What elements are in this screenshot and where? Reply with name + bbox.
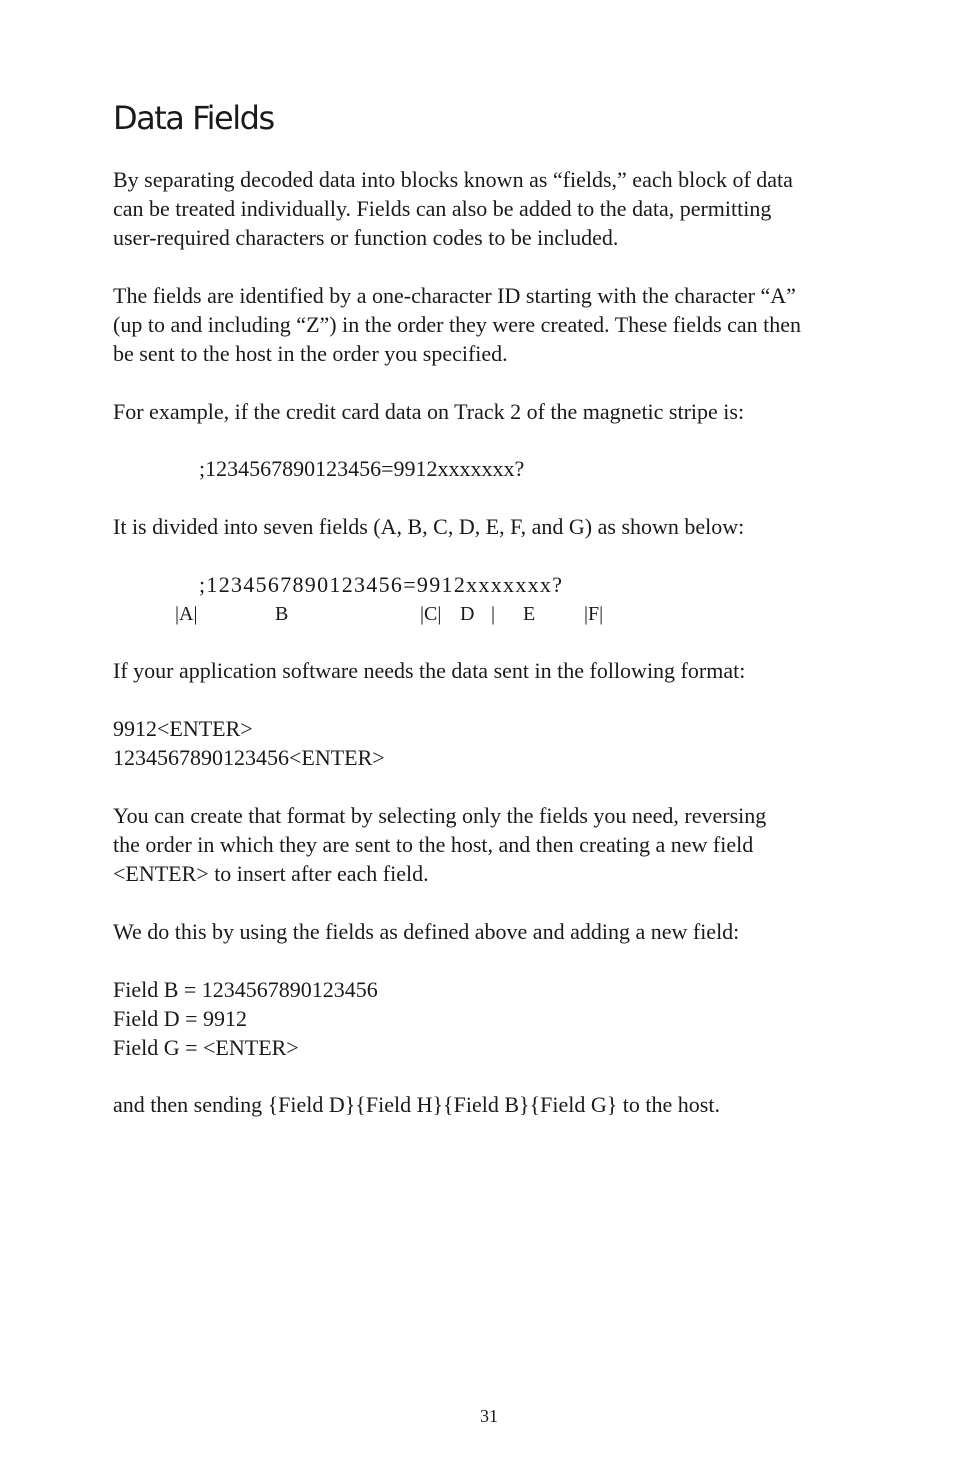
- text-line: the order in which they are sent to the host, and then creating a new field: [113, 832, 754, 857]
- format-line: 1234567890123456<ENTER>: [113, 745, 385, 770]
- field-marker-a: |A|: [175, 603, 198, 625]
- text-line: be sent to the host in the order you specified.: [113, 341, 508, 366]
- text-line: By separating decoded data into blocks known as “fields,” each block of data: [113, 167, 793, 192]
- page-number: 31: [480, 1406, 498, 1426]
- field-definition: Field B = 1234567890123456: [113, 977, 378, 1002]
- text-line: The fields are identified by a one-character ID starting with the character “A”: [113, 283, 796, 308]
- text-line: <ENTER> to insert after each field.: [113, 861, 429, 886]
- stripe-divided: ;1234567890123456=9912xxxxxxx?: [199, 572, 564, 597]
- field-marker-b: B: [275, 603, 289, 625]
- field-marker-e: E: [523, 603, 536, 625]
- text-line: and then sending {Field D}{Field H}{Field B}{Field G} to the host.: [113, 1092, 720, 1117]
- new-field-paragraph: [113, 917, 883, 946]
- text-line: We do this by using the fields as defined above and adding a new field:: [113, 919, 740, 944]
- field-marker-c: |C|: [420, 603, 442, 625]
- text-line: user-required characters or function codes to be included.: [113, 225, 619, 250]
- format-intro-paragraph: [113, 656, 883, 685]
- field-id-paragraph: [113, 281, 883, 368]
- field-marker-f: |F|: [584, 603, 604, 625]
- field-definitions: [113, 975, 883, 1062]
- intro-paragraph: [113, 165, 883, 252]
- field-definition: Field G = <ENTER>: [113, 1035, 299, 1060]
- format-line: 9912<ENTER>: [113, 716, 253, 741]
- example-intro-paragraph: [113, 397, 883, 426]
- field-marker-d: D: [460, 603, 475, 625]
- text-line: For example, if the credit card data on Track 2 of the magnetic stripe is:: [113, 399, 745, 424]
- text-line: (up to and including “Z”) in the order they were created. These fields can then: [113, 312, 802, 337]
- field-marker-separator: |: [491, 603, 496, 625]
- text-line: can be treated individually. Fields can also be added to the data, permitting: [113, 196, 772, 221]
- stripe-example: ;1234567890123456=9912xxxxxxx?: [199, 456, 525, 481]
- text-line: It is divided into seven fields (A, B, C, D, E, F, and G) as shown below:: [113, 514, 745, 539]
- text-line: You can create that format by selecting only the fields you need, reversing: [113, 803, 767, 828]
- document-page: [113, 0, 883, 1475]
- field-definition: Field D = 9912: [113, 1006, 248, 1031]
- text-line: If your application software needs the data sent in the following format:: [113, 658, 746, 683]
- format-example: [113, 714, 883, 772]
- create-format-paragraph: [113, 801, 883, 888]
- section-heading: Data Fields: [113, 99, 274, 137]
- divided-intro-paragraph: [113, 512, 883, 541]
- sending-paragraph: [113, 1090, 883, 1119]
